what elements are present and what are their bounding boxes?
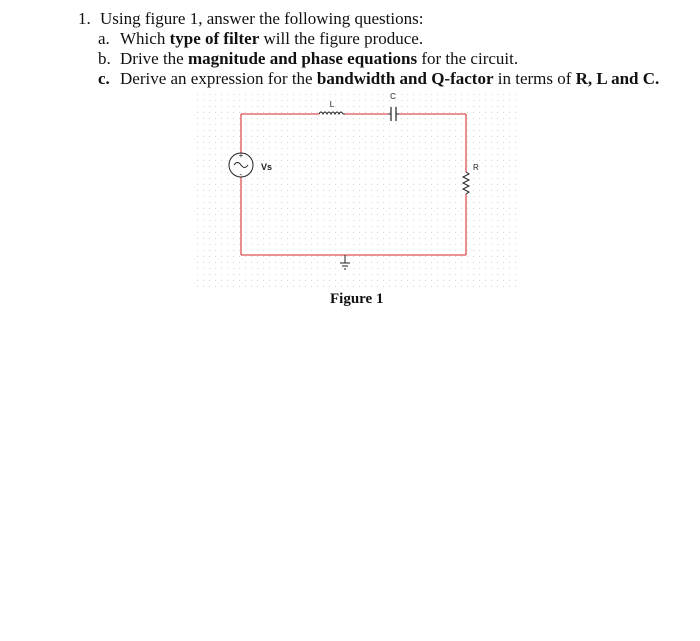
question-number: 1. (78, 9, 91, 28)
part-a (98, 29, 423, 49)
part-letter: a. (98, 29, 110, 48)
part-b (98, 49, 518, 69)
circuit-diagram (195, 92, 520, 290)
question-text: Using figure 1, answer the following questions: (100, 9, 424, 28)
figure-caption: Figure 1 (330, 291, 384, 307)
svg-text:+: + (238, 151, 244, 160)
svg-text:-: - (239, 170, 243, 179)
resistor-symbol (463, 172, 469, 194)
source-label: Vs (261, 162, 273, 172)
part-text: Derive an expression for the bandwidth and Q-factor in terms of R, L and C. (120, 69, 660, 88)
part-text: Which type of filter will the figure produce. (120, 29, 424, 48)
part-letter: b. (98, 49, 111, 68)
circuit-figure (195, 92, 520, 290)
part-text: Drive the magnitude and phase equations for the circuit. (120, 49, 519, 68)
inductor-label: L (329, 100, 335, 109)
part-letter: c. (98, 69, 110, 88)
question-1 (78, 9, 423, 29)
resistor-label: R (473, 163, 479, 172)
capacitor-label: C (390, 92, 396, 101)
part-c (98, 69, 659, 89)
grid-background (195, 92, 520, 290)
